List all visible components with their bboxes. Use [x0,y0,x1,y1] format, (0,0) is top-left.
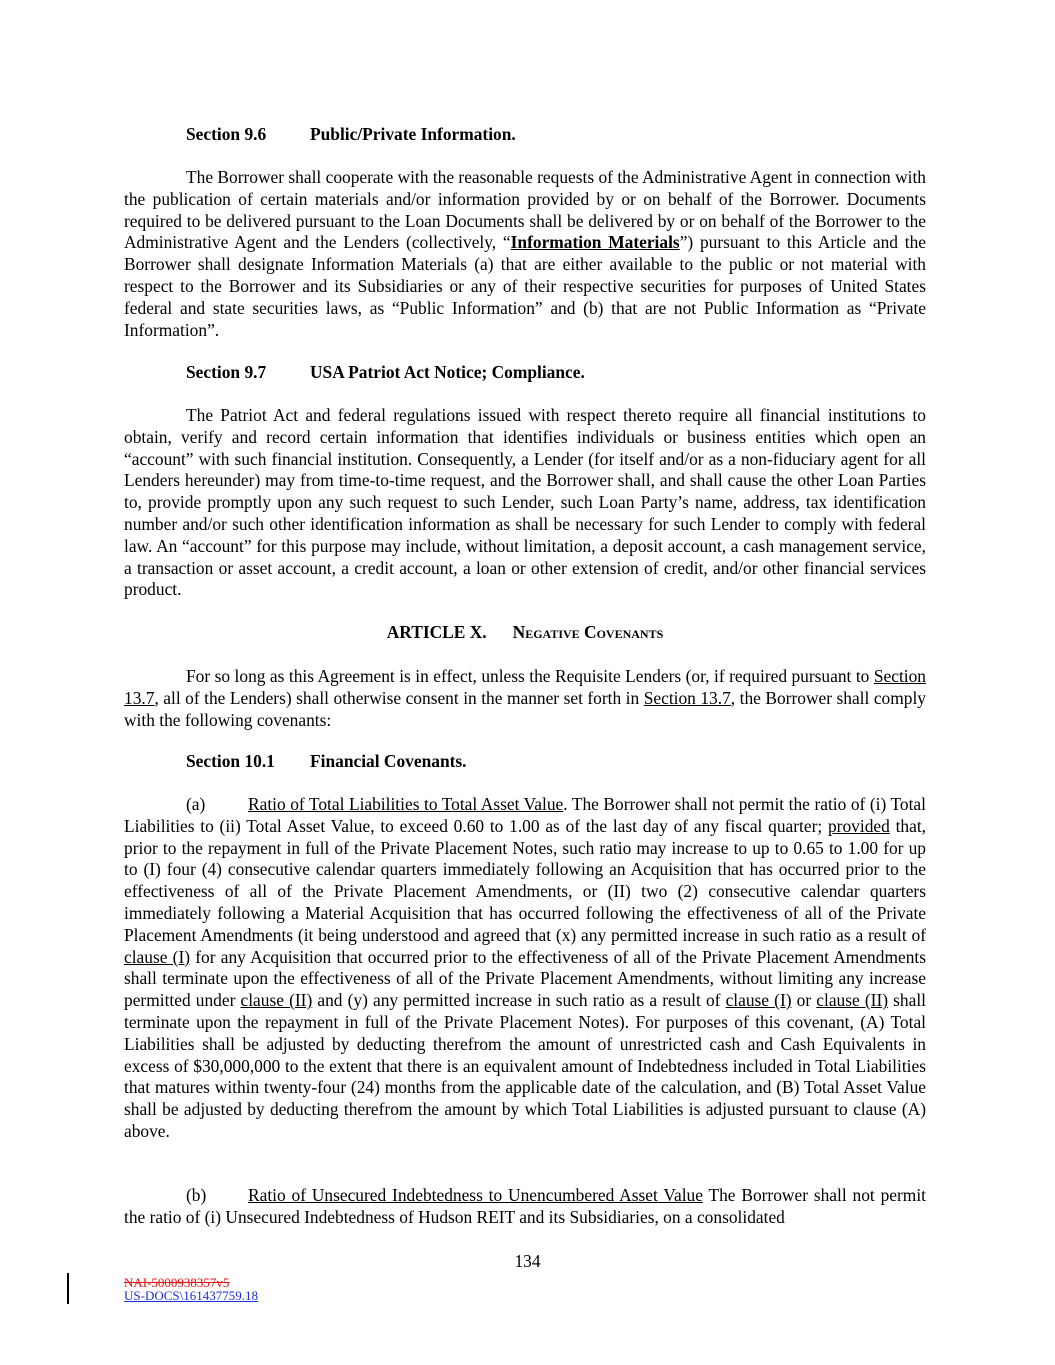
document-footer [124,1276,258,1302]
clause-title: Ratio of Unsecured Indebtedness to Unencumbered Asset Value [248,1185,703,1205]
change-bar [67,1273,69,1304]
clause-label: (b) [186,1185,207,1205]
section-9-7-heading [124,362,926,384]
section-number: Section 9.6 [186,124,267,144]
section-title: USA Patriot Act Notice; Compliance. [310,362,585,382]
cross-reference-link[interactable]: clause (I) [124,946,191,967]
section-title: Financial Covenants. [310,751,467,771]
clause-title: Ratio of Total Liabilities to Total Asset Value [248,794,564,814]
cross-reference-link[interactable]: clause (I) [725,990,792,1011]
section-title: Public/Private Information. [310,124,516,144]
page-number: 134 [514,1251,541,1271]
article-title: Negative Covenants [512,622,664,642]
article-x-intro-paragraph: For so long as this Agreement is in effect, unless the Requisite Lenders (or, if required pursuant to Section 13.7, all of the Lenders) shall otherwise consent in the manner set forth in Section 13.7, the Borrower shall comply with the following covenants: [124,666,926,730]
article-x-heading [124,622,926,644]
defined-term-information-materials: Information Materials [510,232,680,253]
cross-reference-link[interactable]: Section 13.7 [124,666,926,708]
cross-reference-link[interactable]: clause (II) [816,990,889,1011]
section-10-1-heading [124,751,926,773]
section-9-6-heading [124,124,926,146]
cross-reference-link[interactable]: clause (II) [240,990,313,1011]
cross-reference-link[interactable]: Section 13.7 [643,687,731,708]
article-label: ARTICLE X. [386,622,487,642]
inserted-doc-id: US-DOCS\161437759.18 [124,1288,258,1303]
section-9-7-paragraph: The Patriot Act and federal regulations issued with respect thereto require all financial institutions to obtain, verify and record certain information that identifies individuals or business entities which open an “account” with such financial institution. Consequently, a Lender (for itself and/or as a non-fiduciary agent for all Lenders hereunder) may from time-to-time request, and the Borrower shall, and shall cause the other Loan Parties to, provide promptly upon any such request to such Lender, such Loan Party’s name, address, tax identification number and/or such other identification information as shall be necessary for such Lender to comply with federal law. An “account” for this purpose may include, without limitation, a deposit account, a cash management service, a transaction or asset account, a credit account, a loan or other extension of credit, and/or other financial services product. [124,405,926,600]
deleted-doc-id: NAI-5000938357v5 [124,1275,230,1290]
clause-label: (a) [186,794,206,814]
section-number: Section 9.7 [186,362,267,382]
provided-term: provided [827,815,890,836]
section-number: Section 10.1 [186,751,275,771]
clause-b-paragraph: (b) Ratio of Unsecured Indebtedness to Unencumbered Asset Value The Borrower shall not permit the ratio of (i) Unsecured Indebtedness of Hudson REIT and its Subsidiaries, on a consolidated [124,1185,926,1227]
section-9-6-paragraph: The Borrower shall cooperate with the reasonable requests of the Administrative Agent in connection with the publication of certain materials and/or information provided by or on behalf of the Borrower. Documents required to be delivered pursuant to the Loan Documents shall be delivered by or on behalf of the Borrower to the Administrative Agent and the Lenders (collectively, “Information Materials”) pursuant to this Article and the Borrower shall designate Information Materials (a) that are either available to the public or not material with respect to the Borrower and its Subsidiaries or any of their respective securities for purposes of United States federal and state securities laws, as “Public Information” and (b) that are not Public Information as “Private Information”. [124,167,926,340]
clause-a-paragraph: (a) Ratio of Total Liabilities to Total Asset Value. The Borrower shall not permit the ratio of (i) Total Liabilities to (ii) Total Asset Value, to exceed 0.60 to 1.00 as of the last day of any fiscal quarter; provided that, prior to the repayment in full of the Private Placement Notes, such ratio may increase to up to 0.65 to 1.00 for up to (I) four (4) consecutive calendar quarters immediately following an Acquisition that has occurred prior to the effectiveness of all of the Private Placement Amendments, or (II) two (2) consecutive calendar quarters immediately following a Material Acquisition that has occurred following the effectiveness of all of the Private Placement Amendments (it being understood and agreed that (x) any permitted increase in such ratio as a result of clause (I) for any Acquisition that occurred prior to the effectiveness of all of the Private Placement Amendments shall terminate upon the effectiveness of all of the Private Placement Amendments, without limiting any increase permitted under clause (II) and (y) any permitted increase in such ratio as a result of clause (I) or clause (II) shall terminate upon the repayment in full of the Private Placement Notes). For purposes of this covenant, (A) Total Liabilities shall be adjusted by deducting therefrom the amount of unrestricted cash and Cash Equivalents in excess of $30,000,000 to the extent that there is an equivalent amount of Indebtedness included in Total Liabilities that matures within twenty-four (24) months from the applicable date of the calculation, and (B) Total Asset Value shall be adjusted by deducting therefrom the amount by which Total Liabilities is adjusted pursuant to clause (A) above. [124,794,927,1141]
